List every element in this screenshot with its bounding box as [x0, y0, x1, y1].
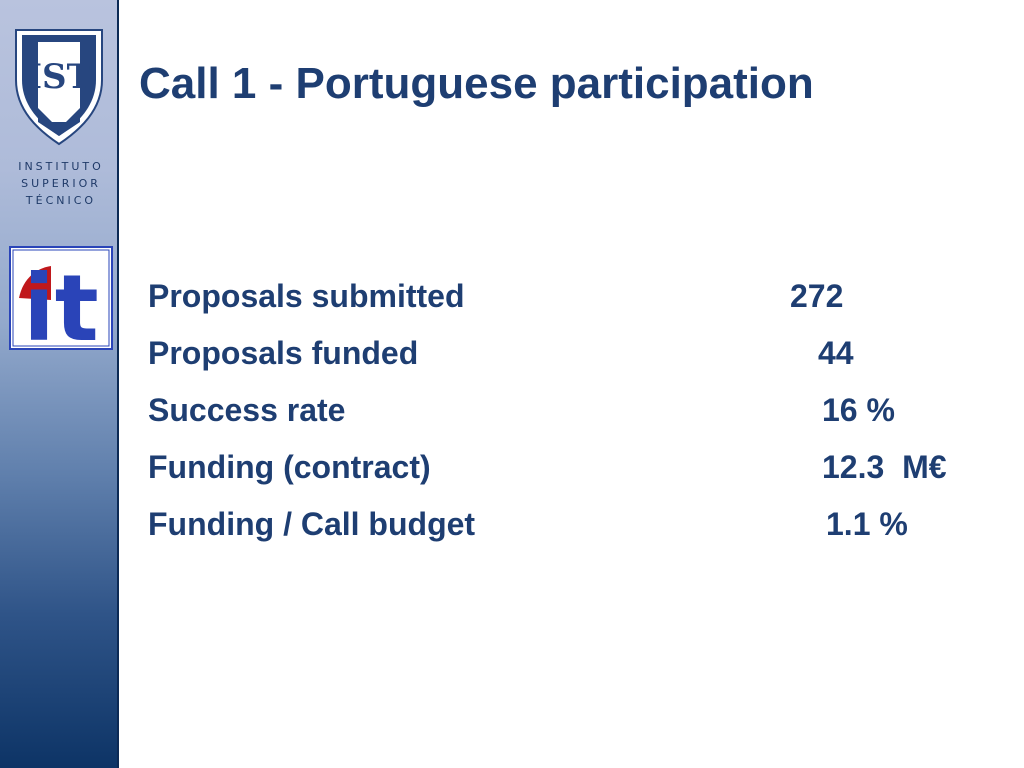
ist-shield-logo: [14, 28, 104, 146]
stat-row: [148, 496, 1008, 553]
institute-name: [0, 158, 119, 209]
institute-line: TÉCNICO: [25, 194, 97, 207]
stat-value: 44: [818, 335, 854, 371]
stat-label: Proposals submitted: [148, 278, 465, 314]
it-logo: [9, 246, 113, 350]
shield-text: IST: [26, 57, 92, 97]
stat-row: [148, 325, 1008, 382]
stat-row: [148, 382, 1008, 439]
stat-label: Funding (contract): [148, 449, 431, 485]
institute-line: INSTITUTO: [18, 160, 104, 173]
sidebar: [0, 0, 119, 768]
institute-line: SUPERIOR: [21, 177, 101, 190]
stat-label: Funding / Call budget: [148, 506, 476, 542]
stat-value: 16 %: [822, 392, 895, 428]
stat-row: [148, 439, 1008, 496]
stat-value: 1.1 %: [826, 506, 908, 542]
slide-title: Call 1 - Portuguese participation: [139, 59, 814, 108]
stat-value: 272: [790, 278, 844, 314]
stat-value: 12.3 M€: [822, 449, 947, 485]
stat-label: Success rate: [148, 392, 346, 428]
stat-row: [148, 268, 1008, 325]
stat-label: Proposals funded: [148, 335, 419, 371]
stats-list: [148, 268, 1008, 553]
it-logo-text: it: [23, 255, 99, 350]
